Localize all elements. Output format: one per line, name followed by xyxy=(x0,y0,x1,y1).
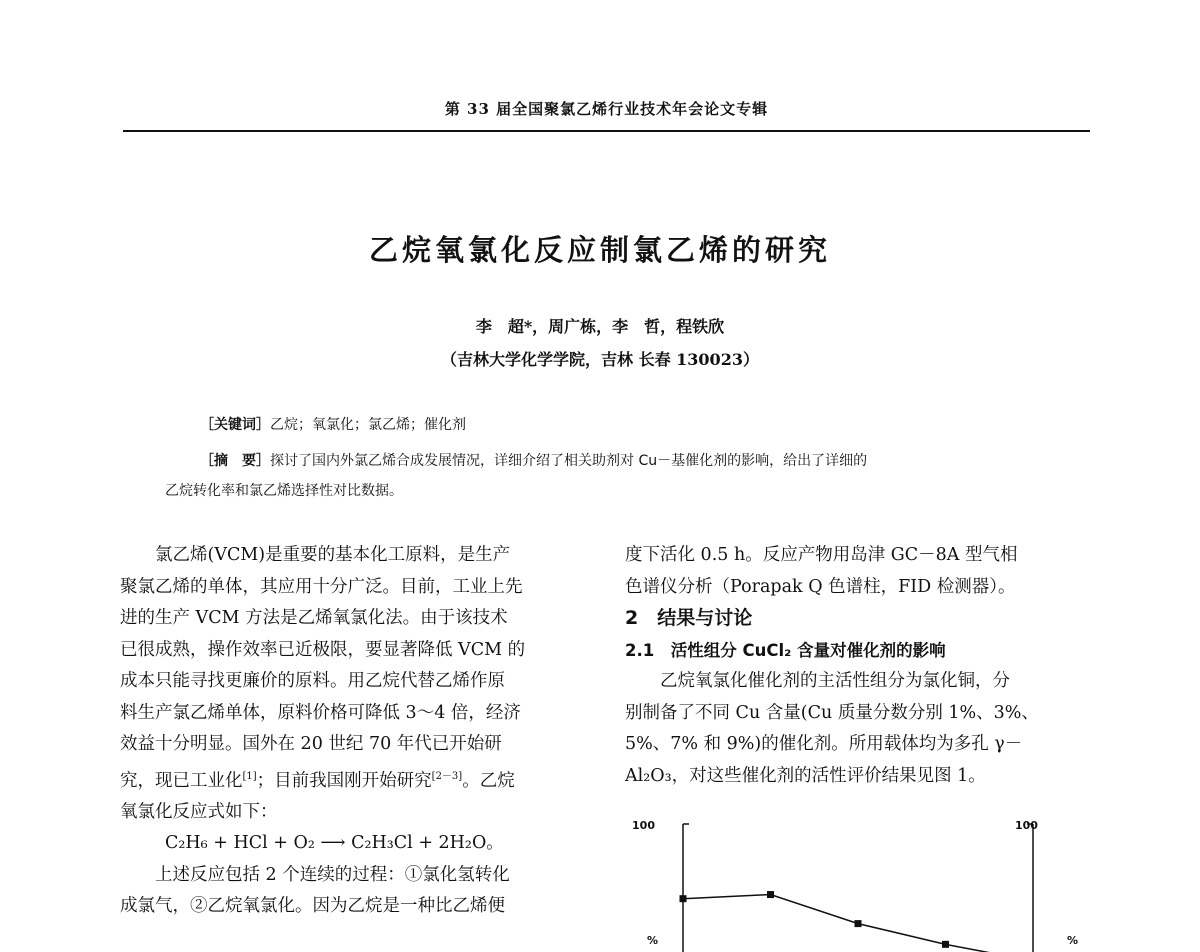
body-line: 氧氯化反应式如下： xyxy=(120,801,278,822)
body-line: 效益十分明显。国外在 20 世纪 70 年代已开始研 xyxy=(120,734,502,754)
body-line: 氯乙烯(VCM)是重要的基本化工原料，是生产 xyxy=(155,545,511,565)
body-line: 5%、7% 和 9%)的催化剂。所用载体均为多孔 γ－ xyxy=(625,734,1023,754)
header-rule xyxy=(123,130,1090,132)
abstract-label: ［摘 要］ xyxy=(200,453,270,469)
series-points xyxy=(680,891,1037,952)
body-text: ；目前我国刚开始研究 xyxy=(256,770,432,791)
y2-axis-label: % xyxy=(1067,934,1079,947)
keywords-label: ［关键词］ xyxy=(200,417,270,433)
data-point-1 xyxy=(680,895,687,902)
abstract-line xyxy=(165,446,1065,476)
body-line: 乙烷氧氯化催化剂的主活性组分为氯化铜，分 xyxy=(660,671,1010,691)
keywords-text: 乙烷；氧氯化；氯乙烯；催化剂 xyxy=(270,417,466,433)
author-affiliation: （吉林大学化学学院，吉林 长春 130023） xyxy=(441,350,759,369)
paper-title: 乙烷氧氯化反应制氯乙烯的研究 xyxy=(368,233,831,267)
body-line: 成氯气，②乙烷氧氯化。因为乙烷是一种比乙烯便 xyxy=(120,896,505,917)
body-line: 度下活化 0.5 h。反应产物用岛津 GC－8A 型气相 xyxy=(625,545,1018,565)
body-line: 成本只能寻找更廉价的原料。用乙烷代替乙烯作原 xyxy=(120,671,505,691)
left-axis-max-label: 100 xyxy=(632,819,655,832)
body-line xyxy=(120,761,585,797)
abstract-text-1: 探讨了国内外氯乙烯合成发展情况，详细介绍了相关助剂对 Cu－基催化剂的影响，给出了详细的 xyxy=(270,453,868,469)
keywords xyxy=(200,414,1100,434)
body-line: 上述反应包括 2 个连续的过程：①氯化氢转化 xyxy=(155,864,510,885)
abstract-line: 乙烷转化率和氯乙烯选择性对比数据。 xyxy=(165,483,403,499)
body-line: 料生产氯乙烯单体，原料价格可降低 3～4 倍，经济 xyxy=(120,702,521,723)
body-line: 别制备了不同 Cu 含量(Cu 质量分数分别 1%、3%、 xyxy=(625,702,1039,723)
subsection-heading: 2.1 活性组分 CuCl₂ 含量对催化剂的影响 xyxy=(625,640,946,660)
right-axis-max-label: 100 xyxy=(1015,819,1038,832)
y-axis-label: % xyxy=(647,934,659,947)
body-text: 究，现已工业化 xyxy=(120,770,243,791)
citation: [2－3] xyxy=(431,770,463,782)
body-line: 聚氯乙烯的单体，其应用十分广泛。目前，工业上先 xyxy=(120,576,523,597)
body-line: Al₂O₃，对这些催化剂的活性评价结果见图 1。 xyxy=(625,765,986,786)
left-column xyxy=(120,540,585,923)
citation: [1] xyxy=(242,770,257,782)
section-heading: 2 结果与讨论 xyxy=(625,607,753,629)
data-point-3 xyxy=(855,920,862,927)
right-column xyxy=(625,540,1090,792)
data-point-4 xyxy=(942,941,949,948)
body-line: 进的生产 VCM 方法是乙烯氧氯化法。由于该技术 xyxy=(120,608,508,628)
body-line: 色谱仪分析（Porapak Q 色谱柱，FID 检测器）。 xyxy=(625,576,1016,597)
body-line: 已很成熟，操作效率已近极限，要显著降低 VCM 的 xyxy=(120,639,526,660)
figure-1-chart xyxy=(625,812,1090,952)
running-header: 第 33 届全国聚氯乙烯行业技术年会论文专辑 xyxy=(444,100,769,118)
data-point-2 xyxy=(767,891,774,898)
author-list: 李 超*，周广栋，李 哲，程铁欣 xyxy=(475,317,725,336)
reaction-equation: C₂H₆ + HCl + O₂ ⟶ C₂H₃Cl + 2H₂O。 xyxy=(165,833,504,854)
abstract xyxy=(165,446,1065,506)
body-text: 。乙烷 xyxy=(462,770,515,791)
